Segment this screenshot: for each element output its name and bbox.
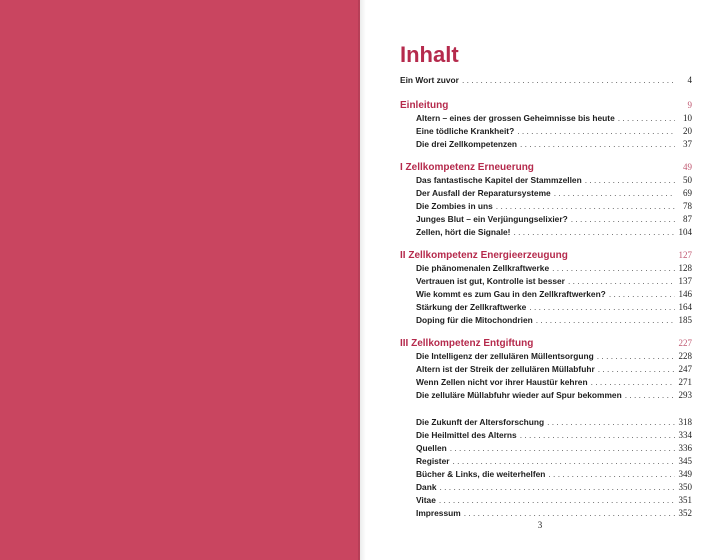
toc-entry-label: Dank [416, 482, 437, 492]
toc-entry [400, 174, 692, 187]
leader-dots [591, 376, 675, 389]
toc-entry-page: 293 [678, 390, 692, 400]
toc-entry-page: 146 [678, 289, 692, 299]
leader-dots [568, 275, 675, 288]
toc-section-page: 49 [683, 162, 692, 172]
toc-section-page: 227 [678, 338, 692, 348]
toc-entry [400, 481, 692, 494]
toc-entry-page: 185 [678, 315, 692, 325]
toc-entry-label: Der Ausfall der Reparatursysteme [416, 188, 551, 198]
toc-entry-label: Eine tödliche Krankheit? [416, 126, 515, 136]
toc-entry [400, 507, 692, 520]
toc-entry [400, 301, 692, 314]
toc-entry-label: Zellen, hört die Signale! [416, 227, 511, 237]
toc-section-title: Einleitung [400, 100, 449, 111]
toc-entry [400, 138, 692, 151]
toc-entry-page: 352 [678, 508, 692, 518]
toc-section-heading [400, 337, 692, 350]
toc-entry-page: 164 [678, 302, 692, 312]
toc-entry [400, 125, 692, 138]
toc-section-title: I Zellkompetenz Erneuerung [400, 162, 534, 173]
toc-entry-page: 78 [683, 201, 692, 211]
leader-dots [450, 442, 675, 455]
leader-dots [598, 363, 675, 376]
toc-entry-label: Die zelluläre Müllabfuhr wieder auf Spur bekommen [416, 390, 622, 400]
toc-entry-label: Vertrauen ist gut, Kontrolle ist besser [416, 276, 565, 286]
leader-dots [618, 112, 675, 125]
leader-dots [439, 481, 675, 494]
toc-entry [400, 468, 692, 481]
toc-entry [400, 389, 692, 402]
toc-entry [400, 262, 692, 275]
toc-section-title: II Zellkompetenz Energieerzeugung [400, 250, 568, 261]
leader-dots [609, 288, 675, 301]
toc-entry-page: 20 [683, 126, 692, 136]
toc-entry-label: Stärkung der Zellkraftwerke [416, 302, 527, 312]
leader-dots [520, 138, 675, 151]
leader-dots [453, 455, 675, 468]
toc-section-heading [400, 249, 692, 262]
toc-entry-page: 37 [683, 139, 692, 149]
table-of-contents [400, 74, 692, 520]
toc-entry [400, 416, 692, 429]
toc-entry-label: Altern – eines der grossen Geheimnisse bis heute [416, 113, 615, 123]
leader-dots [517, 125, 675, 138]
toc-entry [400, 429, 692, 442]
toc-entry-label: Die Zukunft der Altersforschung [416, 417, 545, 427]
toc-entry-label: Quellen [416, 443, 447, 453]
leader-dots [464, 507, 675, 520]
toc-entry-label: Das fantastische Kapitel der Stammzellen [416, 175, 582, 185]
toc-entry-page: 336 [678, 443, 692, 453]
toc-entry [400, 288, 692, 301]
toc-entry-label: Die Heilmittel des Alterns [416, 430, 517, 440]
leader-dots [439, 494, 675, 507]
toc-section-page: 127 [678, 250, 692, 260]
toc-entry-label: Die phänomenalen Zellkraftwerke [416, 263, 550, 273]
toc-entry-page: 349 [678, 469, 692, 479]
toc-entry-label: Ein Wort zuvor [400, 75, 459, 85]
toc-entry [400, 376, 692, 389]
leader-dots [547, 416, 675, 429]
toc-entry-label: Bücher & Links, die weiterhelfen [416, 469, 546, 479]
toc-entry-label: Vitae [416, 495, 436, 505]
toc-entry [400, 226, 692, 239]
toc-entry-page: 247 [678, 364, 692, 374]
toc-entry [400, 494, 692, 507]
toc-entry-page: 69 [683, 188, 692, 198]
toc-entry-page: 334 [678, 430, 692, 440]
toc-entry-page: 10 [683, 113, 692, 123]
leader-dots [513, 226, 675, 239]
toc-entry [400, 442, 692, 455]
toc-entry [400, 363, 692, 376]
toc-entry [400, 350, 692, 363]
toc-entry-page: 50 [683, 175, 692, 185]
toc-section-heading [400, 99, 692, 112]
toc-section-title: III Zellkompetenz Entgiftung [400, 338, 534, 349]
toc-section-page: 9 [687, 100, 692, 110]
toc-entry-label: Register [416, 456, 450, 466]
toc-entry-page: 350 [678, 482, 692, 492]
leader-dots [554, 187, 675, 200]
toc-entry [400, 112, 692, 125]
toc-entry-label: Altern ist der Streik der zellulären Müllabfuhr [416, 364, 595, 374]
leader-dots [462, 74, 675, 87]
toc-entry [400, 275, 692, 288]
toc-entry [400, 455, 692, 468]
toc-entry-label: Junges Blut – ein Verjüngungselixier? [416, 214, 568, 224]
toc-entry-page: 271 [678, 377, 692, 387]
leader-dots [496, 200, 675, 213]
toc-entry-label: Wie kommt es zum Gau in den Zellkraftwerken? [416, 289, 606, 299]
toc-entry-label: Impressum [416, 508, 461, 518]
leader-dots [585, 174, 675, 187]
toc-entry-page: 318 [678, 417, 692, 427]
toc-entry-label: Wenn Zellen nicht vor ihrer Haustür kehren [416, 377, 588, 387]
leader-dots [548, 468, 675, 481]
leader-dots [529, 301, 675, 314]
toc-entry [400, 314, 692, 327]
toc-entry [400, 74, 692, 87]
toc-entry-page: 137 [678, 276, 692, 286]
toc-entry-page: 128 [678, 263, 692, 273]
leader-dots [536, 314, 675, 327]
toc-entry-label: Doping für die Mitochondrien [416, 315, 533, 325]
leader-dots [597, 350, 675, 363]
toc-entry-page: 87 [683, 214, 692, 224]
page-title: Inhalt [400, 42, 459, 67]
toc-page [360, 0, 720, 560]
toc-entry-page: 104 [678, 227, 692, 237]
toc-entry-page: 228 [678, 351, 692, 361]
leader-dots [625, 389, 675, 402]
toc-section-heading [400, 161, 692, 174]
leader-dots [552, 262, 675, 275]
toc-entry-page: 4 [687, 75, 692, 85]
toc-entry-page: 345 [678, 456, 692, 466]
toc-entry-label: Die Intelligenz der zellulären Müllentsorgung [416, 351, 594, 361]
leader-dots [520, 429, 675, 442]
page-number: 3 [537, 520, 543, 530]
toc-entry [400, 187, 692, 200]
toc-entry [400, 213, 692, 226]
toc-entry-label: Die Zombies in uns [416, 201, 493, 211]
toc-entry [400, 200, 692, 213]
toc-entry-label: Die drei Zellkompetenzen [416, 139, 517, 149]
toc-entry-page: 351 [678, 495, 692, 505]
leader-dots [571, 213, 675, 226]
